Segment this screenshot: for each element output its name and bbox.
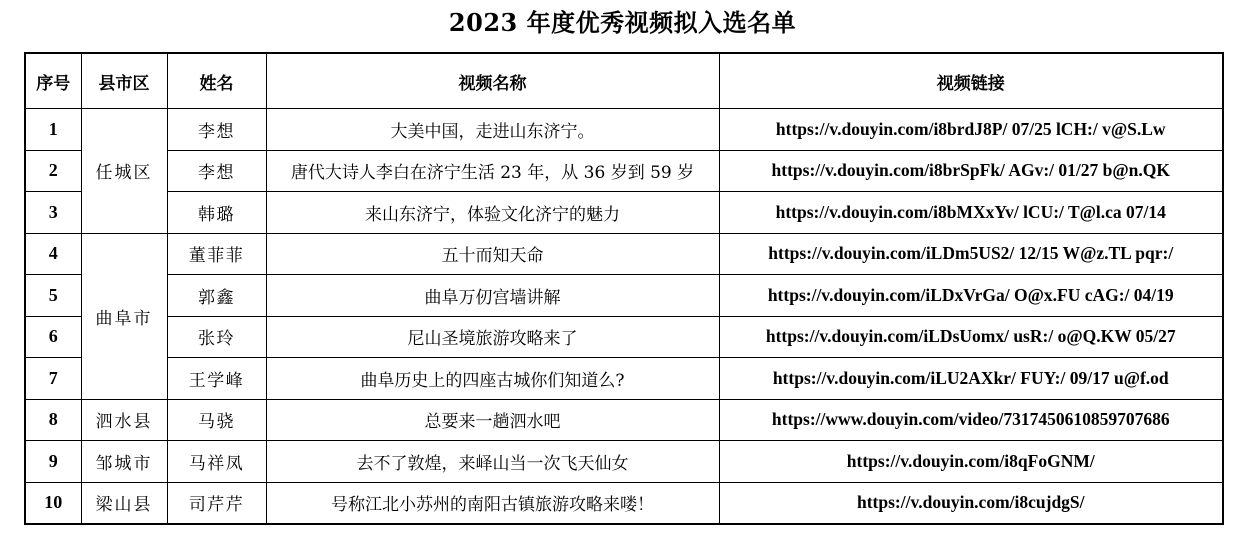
video-link[interactable]: https://v.douyin.com/i8bMXxYv/ lCU:/ T@l.ca 07/14 (719, 192, 1223, 234)
row-index: 2 (25, 150, 81, 192)
row-index: 7 (25, 358, 81, 400)
video-title: 大美中国，走进山东济宁。 (266, 109, 719, 151)
table-row (25, 399, 1223, 441)
author-name: 郭鑫 (167, 275, 266, 317)
video-title: 唐代大诗人李白在济宁生活 23 年，从 36 岁到 59 岁 (266, 150, 719, 192)
table-row (25, 275, 1223, 317)
author-name: 韩璐 (167, 192, 266, 234)
author-name: 董菲菲 (167, 233, 266, 275)
table-row (25, 358, 1223, 400)
header-index: 序号 (25, 53, 81, 109)
author-name: 张玲 (167, 316, 266, 358)
author-name: 李想 (167, 109, 266, 151)
author-name: 司芹芹 (167, 482, 266, 524)
table-row (25, 482, 1223, 524)
county-cell: 泗水县 (81, 399, 167, 441)
row-index: 1 (25, 109, 81, 151)
author-name: 王学峰 (167, 358, 266, 400)
row-index: 8 (25, 399, 81, 441)
row-index: 6 (25, 316, 81, 358)
video-link[interactable]: https://v.douyin.com/i8brdJ8P/ 07/25 lCH:/ v@S.Lw (719, 109, 1223, 151)
author-name: 马骁 (167, 399, 266, 441)
county-cell: 曲阜市 (81, 233, 167, 399)
table-row (25, 192, 1223, 234)
video-title: 总要来一趟泗水吧 (266, 399, 719, 441)
county-cell: 任城区 (81, 109, 167, 234)
author-name: 李想 (167, 150, 266, 192)
header-video: 视频名称 (266, 53, 719, 109)
header-county: 县市区 (81, 53, 167, 109)
row-index: 3 (25, 192, 81, 234)
video-title: 去不了敦煌，来峄山当一次飞天仙女 (266, 441, 719, 483)
video-title: 曲阜历史上的四座古城你们知道么? (266, 358, 719, 400)
table-row (25, 441, 1223, 483)
table-row (25, 109, 1223, 151)
video-title: 曲阜万仞宫墙讲解 (266, 275, 719, 317)
video-link[interactable]: https://v.douyin.com/i8brSpFk/ AGv:/ 01/27 b@n.QK (719, 150, 1223, 192)
row-index: 5 (25, 275, 81, 317)
page-title: 2023 年度优秀视频拟入选名单 (448, 8, 797, 37)
county-cell: 梁山县 (81, 482, 167, 524)
video-link[interactable]: https://v.douyin.com/iLDsUomx/ usR:/ o@Q.KW 05/27 (719, 316, 1223, 358)
header-link: 视频链接 (719, 53, 1223, 109)
video-link[interactable]: https://www.douyin.com/video/7317450610859707686 (719, 399, 1223, 441)
video-link[interactable]: https://v.douyin.com/i8qFoGNM/ (719, 441, 1223, 483)
video-link[interactable]: https://v.douyin.com/iLDxVrGa/ O@x.FU cAG:/ 04/19 (719, 275, 1223, 317)
video-link[interactable]: https://v.douyin.com/i8cujdgS/ (719, 482, 1223, 524)
video-title: 五十而知天命 (266, 233, 719, 275)
table-row (25, 150, 1223, 192)
candidate-table (24, 52, 1224, 525)
row-index: 4 (25, 233, 81, 275)
video-title: 号称江北小苏州的南阳古镇旅游攻略来喽！ (266, 482, 719, 524)
county-cell: 邹城市 (81, 441, 167, 483)
table-row (25, 233, 1223, 275)
video-title: 来山东济宁，体验文化济宁的魅力 (266, 192, 719, 234)
table-body (25, 109, 1223, 525)
author-name: 马祥凤 (167, 441, 266, 483)
video-link[interactable]: https://v.douyin.com/iLU2AXkr/ FUY:/ 09/17 u@f.od (719, 358, 1223, 400)
video-title: 尼山圣境旅游攻略来了 (266, 316, 719, 358)
table-row (25, 316, 1223, 358)
row-index: 9 (25, 441, 81, 483)
video-link[interactable]: https://v.douyin.com/iLDm5US2/ 12/15 W@z.TL pqr:/ (719, 233, 1223, 275)
header-name: 姓名 (167, 53, 266, 109)
table-header-row (25, 53, 1223, 109)
row-index: 10 (25, 482, 81, 524)
